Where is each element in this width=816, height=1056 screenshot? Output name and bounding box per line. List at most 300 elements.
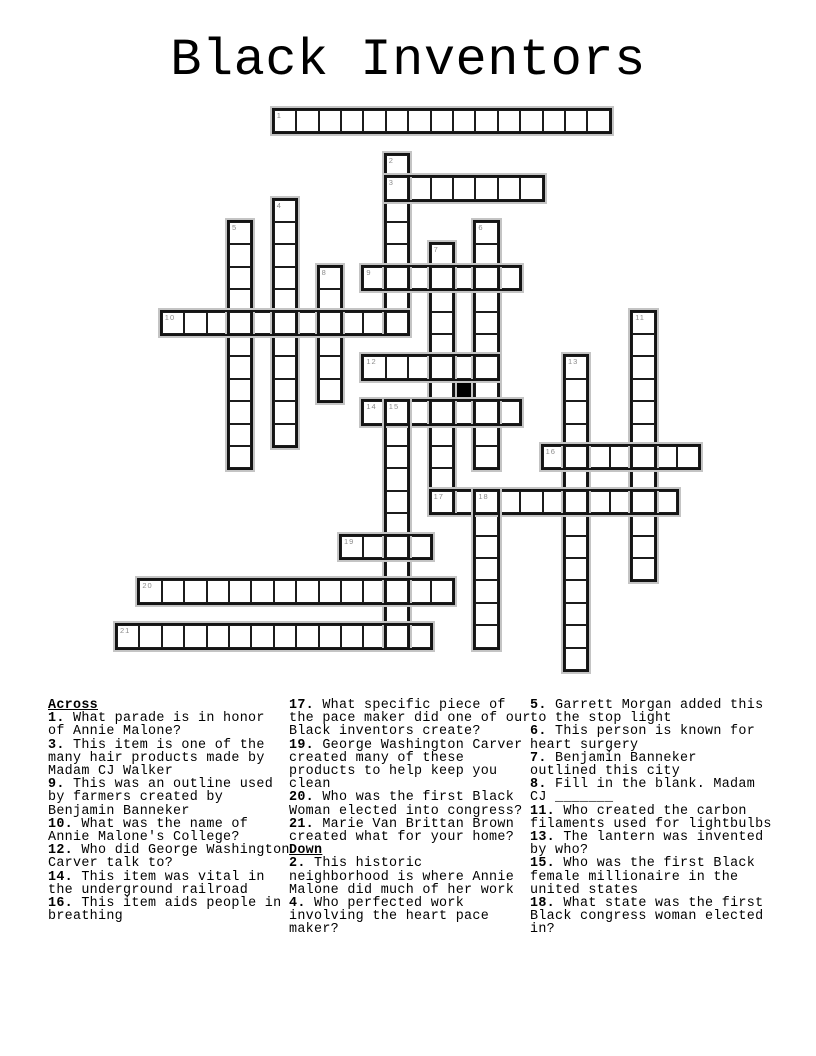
grid-cell <box>407 535 431 559</box>
grid-cell <box>385 311 409 335</box>
clue-line: 18. What state was the first <box>530 896 764 912</box>
grid-cell <box>318 311 342 335</box>
grid-cell <box>542 445 566 469</box>
cell-number: 8 <box>321 267 327 277</box>
grid-cell <box>474 423 498 447</box>
grid-cell <box>318 624 342 648</box>
clue-line: 1. What parade is in honor <box>48 711 265 727</box>
cell-number: 21 <box>120 626 131 636</box>
grid-cell <box>564 512 588 536</box>
grid-cell <box>564 647 588 671</box>
grid-cell <box>385 579 409 603</box>
grid-cell <box>161 624 185 648</box>
grid-cell <box>318 378 342 402</box>
clue-line: 10. What was the name of <box>48 816 249 832</box>
clue-line: Benjamin Banneker <box>48 803 190 819</box>
clue-line: 12. Who did George Washington <box>48 843 290 859</box>
grid-cell <box>385 266 409 290</box>
grid-cell <box>474 243 498 267</box>
grid-cell <box>385 624 409 648</box>
clue-line: 9. This was an outline used <box>48 777 274 793</box>
grid-cell <box>676 445 700 469</box>
clue-14 <box>48 871 296 897</box>
cell-number: 7 <box>433 245 439 255</box>
grid-cell <box>318 288 342 312</box>
grid-cell <box>474 355 498 379</box>
grid-cell <box>430 378 454 402</box>
grid-cell <box>474 624 498 648</box>
grid-cell <box>362 311 386 335</box>
clue-number: 14. <box>48 869 74 885</box>
grid-cell <box>228 378 252 402</box>
grid-cell <box>273 221 297 245</box>
clue-number: 9. <box>48 777 65 793</box>
clue-number: 18. <box>530 896 556 912</box>
grid-cell <box>206 579 230 603</box>
grid-cell <box>631 355 655 379</box>
grid-cell <box>497 266 521 290</box>
clue-line: involving the heart pace <box>289 909 490 925</box>
grid-cell <box>273 199 297 223</box>
grid-cell <box>228 445 252 469</box>
grid-cell <box>430 579 454 603</box>
grid-cell <box>564 423 588 447</box>
grid-cell <box>452 400 476 424</box>
grid-cell <box>250 624 274 648</box>
grid-cell <box>631 512 655 536</box>
grid-cell <box>631 378 655 402</box>
clue-line: clean <box>289 777 331 793</box>
clue-line: breathing <box>48 909 124 925</box>
grid-cell <box>273 355 297 379</box>
cell-number: 15 <box>388 402 400 412</box>
clue-line: Carver talk to? <box>48 856 174 872</box>
clue-5 <box>530 699 778 725</box>
clue-line: created many of these <box>289 750 465 766</box>
clue-number: 12. <box>48 843 74 859</box>
clue-line: united states <box>530 882 639 898</box>
grid-cell <box>116 624 140 648</box>
grid-cell <box>631 490 655 514</box>
grid-cell <box>250 311 274 335</box>
clue-line: 13. The lantern was invented <box>530 830 764 846</box>
grid-cell <box>564 535 588 559</box>
grid-cell <box>474 400 498 424</box>
black-cell <box>452 378 476 402</box>
cell-number: 12 <box>366 357 377 367</box>
grid-cell <box>161 579 185 603</box>
clue-13 <box>530 831 778 857</box>
grid-cell <box>430 176 454 200</box>
clue-line: Malone did much of her work <box>289 882 515 898</box>
cell-number: 18 <box>478 491 489 501</box>
clue-line: 11. Who created the carbon <box>530 803 747 819</box>
grid-cell <box>318 266 342 290</box>
grid-cell <box>474 311 498 335</box>
grid-cell <box>385 288 409 312</box>
grid-cell <box>385 535 409 559</box>
grid-cell <box>631 557 655 581</box>
clue-heading-down: Down <box>289 843 323 859</box>
grid-cell <box>452 266 476 290</box>
cell-number: 17 <box>433 491 444 501</box>
grid-cell <box>273 423 297 447</box>
grid-cell <box>452 490 476 514</box>
clue-line: products to help keep you <box>289 764 498 780</box>
grid-cell <box>228 333 252 357</box>
grid-cell <box>273 109 297 133</box>
grid-cell <box>385 445 409 469</box>
clue-17 <box>289 699 537 739</box>
grid-cell <box>362 535 386 559</box>
clue-line: neighborhood is where Annie <box>289 869 515 885</box>
grid-cell <box>407 109 431 133</box>
grid-cell <box>385 109 409 133</box>
grid-cell <box>631 445 655 469</box>
grid-cell <box>564 109 588 133</box>
grid-cell <box>273 333 297 357</box>
cell-number: 16 <box>545 447 556 456</box>
cell-number: 11 <box>635 312 645 322</box>
grid-cell <box>430 109 454 133</box>
grid-cell <box>654 490 678 514</box>
clue-line: many hair products made by <box>48 750 265 766</box>
grid-cell <box>228 311 252 335</box>
grid-cell <box>228 221 252 245</box>
grid-cell <box>564 378 588 402</box>
grid-cell <box>474 490 498 514</box>
clue-line: in? <box>530 922 556 938</box>
grid-cell <box>631 535 655 559</box>
clue-line: the underground railroad <box>48 882 249 898</box>
clue-number: 2. <box>289 856 306 872</box>
clue-line: of Annie Malone? <box>48 724 182 740</box>
clue-12 <box>48 844 296 870</box>
grid-cell <box>138 579 162 603</box>
grid-cell <box>295 311 319 335</box>
clue-number: 11. <box>530 803 556 819</box>
grid-cell <box>385 602 409 626</box>
cell-number: 20 <box>142 581 153 591</box>
grid-cell <box>228 355 252 379</box>
clue-number: 8. <box>530 777 547 793</box>
clue-line: CJ _______ <box>530 790 614 806</box>
clue-21 <box>289 818 537 844</box>
clue-line: 8. Fill in the blank. Madam <box>530 777 756 793</box>
clue-18 <box>530 897 778 937</box>
clue-heading-across: Across <box>48 698 99 713</box>
grid-cell <box>430 467 454 491</box>
grid-cell <box>407 176 431 200</box>
grid-cell <box>474 333 498 357</box>
clue-number: 5. <box>530 698 547 713</box>
clue-line: 21. Marie Van Brittan Brown <box>289 816 515 832</box>
clue-line: Madam CJ Walker <box>48 764 174 780</box>
grid-cell <box>564 400 588 424</box>
clue-number: 3. <box>48 737 65 753</box>
page-title: Black Inventors <box>170 31 646 90</box>
grid-cell <box>273 400 297 424</box>
grid-cell <box>385 355 409 379</box>
grid-cell <box>362 624 386 648</box>
grid-cell <box>474 602 498 626</box>
grid-cell <box>183 311 207 335</box>
grid-cell <box>564 557 588 581</box>
grid-cell <box>564 445 588 469</box>
grid-cell <box>295 579 319 603</box>
clue-19 <box>289 739 537 792</box>
grid-cell <box>452 355 476 379</box>
clue-line: 17. What specific piece of <box>289 698 506 713</box>
grid-cell <box>430 490 454 514</box>
cell-number: 3 <box>388 178 394 188</box>
cell-number: 1 <box>276 111 282 120</box>
grid-cell <box>430 333 454 357</box>
clue-20 <box>289 791 537 817</box>
grid-cell <box>385 467 409 491</box>
grid-cell <box>519 109 543 133</box>
cell-number: 2 <box>388 155 394 165</box>
grid-cell <box>228 243 252 267</box>
clue-line: 20. Who was the first Black <box>289 790 515 806</box>
grid-cell <box>497 109 521 133</box>
clue-line: heart surgery <box>530 737 639 753</box>
grid-cell <box>385 176 409 200</box>
clue-7 <box>530 752 778 778</box>
grid-cell <box>407 579 431 603</box>
grid-cell <box>564 490 588 514</box>
clue-line: 2. This historic <box>289 856 423 872</box>
grid-cell <box>206 311 230 335</box>
cell-number: 19 <box>344 536 355 546</box>
grid-cell <box>362 109 386 133</box>
grid-cell <box>183 579 207 603</box>
grid-cell <box>452 109 476 133</box>
grid-cell <box>430 400 454 424</box>
grid-cell <box>564 467 588 491</box>
grid-cell <box>362 579 386 603</box>
clue-column-3 <box>530 699 778 937</box>
grid-cell <box>542 109 566 133</box>
clue-number: 6. <box>530 724 547 740</box>
grid-cell <box>362 266 386 290</box>
grid-cell <box>474 378 498 402</box>
clue-line: Woman elected into congress? <box>289 803 523 819</box>
grid-cell <box>228 288 252 312</box>
clue-16 <box>48 897 296 923</box>
grid-cell <box>430 423 454 447</box>
grid-cell <box>228 579 252 603</box>
clue-number: 7. <box>530 750 547 766</box>
clue-column-2 <box>289 699 537 937</box>
grid-cell <box>631 423 655 447</box>
grid-cell <box>385 512 409 536</box>
grid-cell <box>564 602 588 626</box>
grid-cell <box>340 311 364 335</box>
clue-line: outlined this city <box>530 764 681 780</box>
clue-9 <box>48 778 296 818</box>
clue-line: the pace maker did one of our <box>289 711 531 727</box>
grid-cell <box>474 512 498 536</box>
grid-cell <box>340 579 364 603</box>
clue-line: Annie Malone's College? <box>48 830 240 846</box>
clue-15 <box>530 857 778 897</box>
clue-line: maker? <box>289 922 340 938</box>
clue-line: 3. This item is one of the <box>48 737 265 753</box>
clue-number: 4. <box>289 896 306 912</box>
clue-number: 15. <box>530 856 556 872</box>
clue-line: 16. This item aids people in <box>48 896 282 912</box>
grid-cell <box>385 243 409 267</box>
grid-cell <box>273 579 297 603</box>
grid-cell <box>430 355 454 379</box>
grid-cell <box>474 266 498 290</box>
grid-cell <box>206 624 230 648</box>
grid-cell <box>318 109 342 133</box>
grid-cell <box>385 154 409 178</box>
grid-cell <box>474 579 498 603</box>
clue-line: 14. This item was vital in <box>48 869 265 885</box>
cell-number: 13 <box>568 357 579 367</box>
clue-line: filaments used for lightbulbs <box>530 816 772 832</box>
clue-10 <box>48 818 296 844</box>
grid-cell <box>497 176 521 200</box>
grid-cell <box>273 243 297 267</box>
grid-cell <box>273 311 297 335</box>
cell-number: 14 <box>366 402 377 412</box>
grid-cell <box>609 490 633 514</box>
grid-cell <box>318 355 342 379</box>
clue-6 <box>530 725 778 751</box>
grid-cell <box>318 579 342 603</box>
grid-cell <box>340 109 364 133</box>
grid-cell <box>474 288 498 312</box>
grid-cell <box>474 535 498 559</box>
grid-cell <box>407 400 431 424</box>
grid-cell <box>273 288 297 312</box>
cell-number: 9 <box>366 267 372 277</box>
grid-cell <box>474 176 498 200</box>
grid-cell <box>385 490 409 514</box>
grid-cell <box>161 311 185 335</box>
grid-cell <box>362 400 386 424</box>
clue-line: to the stop light <box>530 711 672 727</box>
grid-cell <box>586 445 610 469</box>
grid-cell <box>295 624 319 648</box>
grid-cell <box>430 288 454 312</box>
grid-cell <box>318 333 342 357</box>
grid-cell <box>497 490 521 514</box>
grid-cell <box>430 243 454 267</box>
grid-cell <box>430 311 454 335</box>
grid-cell <box>250 579 274 603</box>
clue-number: 10. <box>48 816 74 832</box>
clue-number: 17. <box>289 698 315 713</box>
grid-cell <box>228 624 252 648</box>
clue-number: 16. <box>48 896 74 912</box>
grid-cell <box>654 445 678 469</box>
grid-cell <box>273 266 297 290</box>
grid-cell <box>138 624 162 648</box>
clue-line: Black congress woman elected <box>530 909 764 925</box>
grid-cell <box>340 535 364 559</box>
grid-cell <box>407 355 431 379</box>
grid-cell <box>631 333 655 357</box>
grid-cell <box>385 400 409 424</box>
cell-number: 10 <box>164 312 176 322</box>
cell-number: 4 <box>276 200 282 210</box>
grid-cell <box>586 490 610 514</box>
grid-cell <box>474 109 498 133</box>
clue-8 <box>530 778 778 804</box>
crossword-grid <box>117 110 700 671</box>
clue-11 <box>530 805 778 831</box>
clue-line: female millionaire in the <box>530 869 739 885</box>
clue-number: 13. <box>530 830 556 846</box>
clue-2 <box>289 857 537 897</box>
clue-number: 20. <box>289 790 315 806</box>
grid-cell <box>228 400 252 424</box>
grid-cell <box>183 624 207 648</box>
clue-4 <box>289 897 537 937</box>
clue-line: 5. Garrett Morgan added this <box>530 698 764 713</box>
grid-cell <box>430 266 454 290</box>
grid-cell <box>564 624 588 648</box>
grid-cell <box>452 176 476 200</box>
clue-line: by farmers created by <box>48 790 224 806</box>
grid-cell <box>385 199 409 223</box>
grid-cell <box>564 355 588 379</box>
clue-line: 19. George Washington Carver <box>289 737 523 753</box>
grid-cell <box>407 266 431 290</box>
grid-cell <box>273 624 297 648</box>
grid-cell <box>340 624 364 648</box>
clue-line: created what for your home? <box>289 830 515 846</box>
clue-line: 7. Benjamin Banneker <box>530 750 697 766</box>
grid-cell <box>631 311 655 335</box>
clue-line: 15. Who was the first Black <box>530 856 756 872</box>
clue-number: 19. <box>289 737 315 753</box>
grid-cell <box>609 445 633 469</box>
clue-1 <box>48 712 296 738</box>
grid-cell <box>228 423 252 447</box>
grid-cell <box>497 400 521 424</box>
clue-column-1 <box>48 699 296 923</box>
grid-cell <box>430 445 454 469</box>
grid-cell <box>295 109 319 133</box>
clue-line: by who? <box>530 843 589 859</box>
grid-cell <box>273 378 297 402</box>
grid-cell <box>631 467 655 491</box>
grid-cell <box>228 266 252 290</box>
clue-line: Black inventors create? <box>289 724 481 740</box>
grid-cell <box>474 445 498 469</box>
grid-cell <box>474 221 498 245</box>
grid-cell <box>385 221 409 245</box>
clue-number: 1. <box>48 711 65 727</box>
cell-number: 5 <box>232 223 238 232</box>
grid-cell <box>519 176 543 200</box>
grid-cell <box>385 557 409 581</box>
grid-cell <box>586 109 610 133</box>
grid-cell <box>519 490 543 514</box>
grid-cell <box>362 355 386 379</box>
grid-cell <box>564 579 588 603</box>
clue-line: 6. This person is known for <box>530 724 756 740</box>
grid-cell <box>407 624 431 648</box>
clue-3 <box>48 739 296 779</box>
grid-cell <box>542 490 566 514</box>
